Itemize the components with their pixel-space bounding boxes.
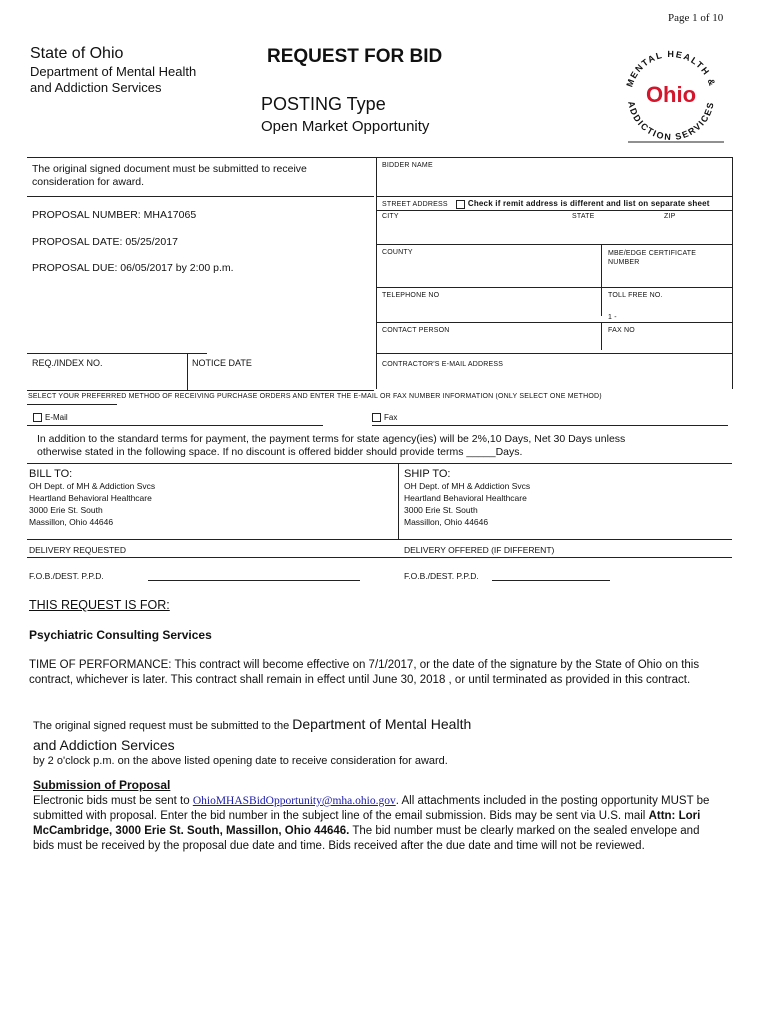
bill-to-line-4: Massillon, Ohio 44646: [29, 517, 114, 527]
signed-note: The original signed document must be submitted to receive consideration for award.: [32, 163, 307, 188]
submission-attn: Attn: Lori McCambridge, 3000 Erie St. South, Massillon, Ohio 44646.: [33, 810, 701, 837]
submission-text-1: Electronic bids must be sent to: [33, 795, 193, 807]
posting-type-label: POSTING Type: [261, 94, 386, 114]
bill-to-line-1: OH Dept. of MH & Addiction Svcs: [29, 481, 156, 491]
telephone-field[interactable]: TELEPHONE NO: [382, 292, 440, 299]
street-address-field[interactable]: [382, 199, 727, 209]
signed-request-suffix: by 2 o'clock p.m. on the above listed opening date to receive consideration for award.: [33, 755, 448, 767]
fob-right-field[interactable]: F.O.B./DEST. P.P.D.: [404, 571, 479, 581]
email-method-option[interactable]: [33, 412, 68, 422]
street-address-label: STREET ADDRESS: [382, 201, 448, 208]
proposal-date: PROPOSAL DATE: 05/25/2017: [32, 236, 178, 248]
page-title: REQUEST FOR BID: [267, 46, 443, 67]
zip-field[interactable]: ZIP: [664, 213, 676, 220]
submission-text: [33, 794, 723, 854]
agency-dept: Department of Mental Health: [30, 64, 197, 79]
email-method-checkbox[interactable]: [33, 413, 42, 422]
mbe-certificate-field[interactable]: MBE/EDGE CERTIFICATE NUMBER: [608, 250, 697, 266]
ship-to-line-4: Massillon, Ohio 44646: [404, 517, 489, 527]
ship-to-block: [404, 468, 530, 528]
signed-request-block: [33, 714, 733, 768]
submission-text-2: . All attachments included in the posting opportunity MUST be submitted with proposal. Enter the bid number in the subject line of the email submission. Bids may be sent via U.S. mail: [33, 795, 710, 822]
agency-state: State of Ohio: [30, 45, 124, 62]
city-field[interactable]: CITY: [382, 213, 399, 220]
fob-left-field[interactable]: F.O.B./DEST. P.P.D.: [29, 571, 104, 581]
signed-request-dept: Department of Mental Health: [292, 716, 472, 732]
ship-to-line-3: 3000 Erie St. South: [404, 505, 478, 515]
ship-to-line-2: Heartland Behavioral Healthcare: [404, 493, 527, 503]
order-method-instruction: SELECT YOUR PREFERRED METHOD OF RECEIVING PURCHASE ORDERS AND ENTER THE E-MAIL OR FAX NUMBER INFORMATION (ONLY SELECT ONE METHOD): [28, 393, 602, 400]
remit-address-label: Check if remit address is different and list on separate sheet: [467, 199, 710, 208]
proposal-number: PROPOSAL NUMBER: MHA17065: [32, 209, 197, 221]
ship-to-line-1: OH Dept. of MH & Addiction Svcs: [404, 481, 531, 491]
time-of-performance: TIME OF PERFORMANCE: This contract will become effective on 7/1/2017, or the date of the signature by the State of Ohio on this contract, whichever is later. This contract shall remain in effect until June 30, 2018 , or until terminated as provided in this contract.: [29, 659, 700, 686]
bill-to-label: BILL TO:: [29, 468, 73, 480]
ship-to-label: SHIP TO:: [404, 468, 451, 480]
page-number: Page 1 of 10: [668, 12, 724, 24]
bill-to-block: [29, 468, 155, 528]
posting-type-value: Open Market Opportunity: [261, 118, 430, 135]
remit-address-checkbox[interactable]: [456, 200, 465, 209]
toll-free-value: 1 -: [608, 314, 617, 321]
bid-email-link[interactable]: OhioMHASBidOpportunity@mha.ohio.gov: [192, 795, 396, 807]
submission-heading: Submission of Proposal: [33, 778, 171, 792]
delivery-requested-field[interactable]: DELIVERY REQUESTED: [29, 545, 126, 555]
fax-field[interactable]: FAX NO: [608, 327, 635, 334]
seal-bottom-text: ADDICTION SERVICES: [626, 100, 716, 143]
fax-method-option[interactable]: [372, 412, 397, 422]
req-index-label: REQ./INDEX NO.: [32, 358, 103, 368]
notice-date-label: NOTICE DATE: [192, 358, 252, 368]
county-field[interactable]: COUNTY: [382, 249, 413, 256]
fax-method-checkbox[interactable]: [372, 413, 381, 422]
email-method-label: E-Mail: [45, 413, 68, 422]
toll-free-field[interactable]: TOLL FREE NO.: [608, 292, 663, 299]
ohio-mha-seal: [616, 42, 726, 146]
service-title: Psychiatric Consulting Services: [29, 628, 212, 642]
bill-to-line-3: 3000 Erie St. South: [29, 505, 103, 515]
seal-graphic: [616, 42, 726, 146]
payment-terms-line2: otherwise stated in the following space. If no discount is offered bidder should provide terms _____Days.: [37, 446, 523, 458]
seal-ohio-text: Ohio: [645, 82, 697, 107]
bill-to-line-2: Heartland Behavioral Healthcare: [29, 493, 152, 503]
seal-top-text: MENTAL HEALTH &: [624, 48, 718, 89]
state-field[interactable]: STATE: [572, 213, 595, 220]
agency-dept-2: and Addiction Services: [30, 80, 162, 95]
contact-person-field[interactable]: CONTACT PERSON: [382, 327, 450, 334]
proposal-due: PROPOSAL DUE: 06/05/2017 by 2:00 p.m.: [32, 262, 234, 274]
payment-terms-line1: In addition to the standard terms for payment, the payment terms for state agency(ies) will be 2%,10 Days, Net 30 Days unless: [37, 433, 626, 445]
submission-text-3: The bid number must be clearly marked on the sealed envelope and bids must be received by the proposal due date and time. Bids received after the due date and time will not be reviewed.: [33, 825, 700, 852]
email-field[interactable]: CONTRACTOR'S E-MAIL ADDRESS: [382, 361, 504, 368]
signed-request-prefix: The original signed request must be submitted to the: [33, 720, 293, 732]
agency-block: [30, 44, 196, 96]
fax-method-label: Fax: [384, 413, 398, 422]
delivery-offered-field[interactable]: DELIVERY OFFERED (IF DIFFERENT): [404, 545, 555, 555]
signed-request-dept-2: and Addiction Services: [33, 737, 175, 753]
request-for-heading: THIS REQUEST IS FOR:: [29, 598, 170, 612]
bidder-name-field[interactable]: BIDDER NAME: [382, 162, 433, 169]
